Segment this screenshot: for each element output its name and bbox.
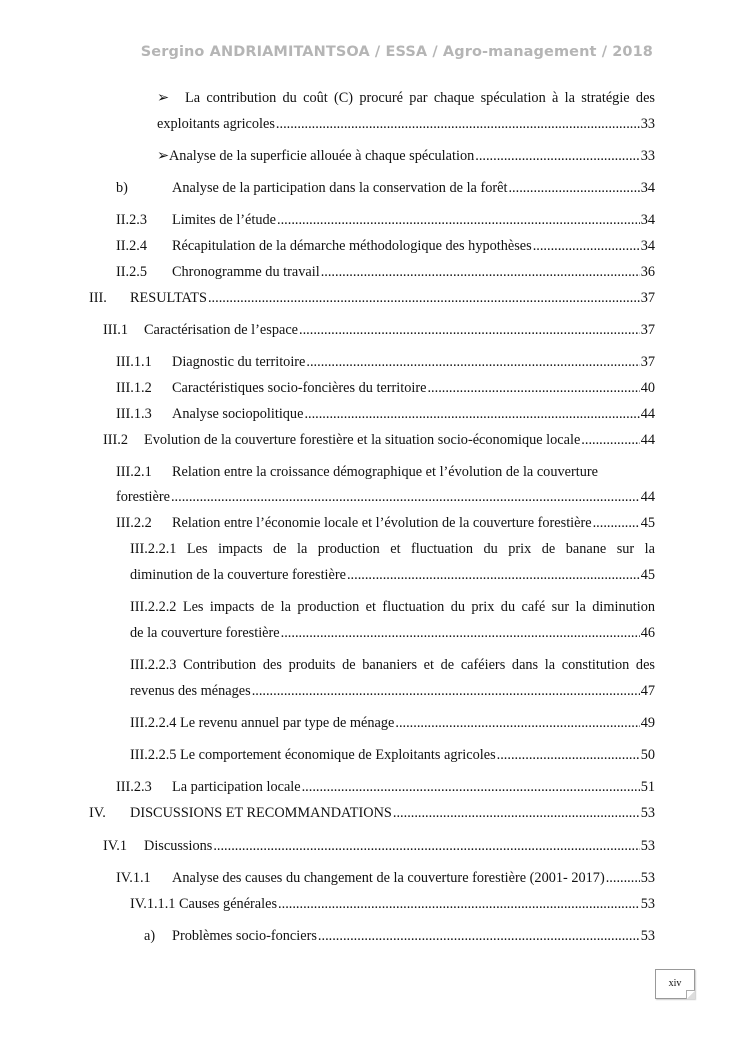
toc-entry-number: II.2.3: [116, 212, 147, 228]
toc-entry-text: Chronogramme du travail: [172, 264, 320, 280]
toc-entry-number: IV.1.1: [116, 870, 151, 886]
toc-entry[interactable]: [116, 211, 655, 229]
toc-entry-number: III.2.1: [116, 464, 152, 480]
toc-entry-text: exploitants agricoles: [157, 116, 275, 132]
dot-leader: [475, 147, 639, 165]
toc-entry-line: [116, 463, 655, 481]
toc-entry-text: IV.1.1.1 Causes générales: [130, 896, 278, 912]
toc-entry-text: Diagnostic du territoire: [172, 354, 306, 370]
toc-page-number: 33: [640, 116, 655, 132]
dot-leader: [581, 431, 639, 449]
running-header: Sergino ANDRIAMITANTSOA / ESSA / Agro-management / 2018: [140, 44, 653, 60]
dot-leader: [276, 115, 640, 133]
toc-entry-text: Evolution de la couverture forestière et la situation socio-économique locale: [144, 432, 581, 448]
dot-leader: [321, 263, 640, 281]
dot-leader: [593, 514, 640, 532]
dot-leader: [208, 289, 640, 307]
toc-page-number: 34: [640, 238, 655, 254]
toc-entry-number: IV.: [89, 805, 106, 821]
toc-entry[interactable]: [116, 514, 655, 532]
toc-entry[interactable]: [103, 837, 655, 855]
toc-entry-text: La participation locale: [172, 779, 301, 795]
toc-entry[interactable]: [89, 804, 655, 822]
toc-entry[interactable]: [116, 237, 655, 255]
dot-leader: [278, 895, 640, 913]
toc-entry-number: II.2.5: [116, 264, 147, 280]
toc-entry-text: Relation entre la croissance démographique et l’évolution de la couverture: [172, 464, 598, 480]
toc-entry-text: DISCUSSIONS ET RECOMMANDATIONS: [130, 805, 392, 821]
dot-leader: [277, 211, 640, 229]
toc-page-number: 36: [640, 264, 655, 280]
toc-entry[interactable]: [130, 895, 655, 913]
dot-leader: [347, 566, 640, 584]
toc-page-number: 40: [640, 380, 655, 396]
toc-page-number: 53: [640, 870, 655, 886]
toc-entry-number: III.1.3: [116, 406, 152, 422]
toc-page-number: 44: [640, 406, 655, 422]
toc-entry[interactable]: [103, 431, 655, 449]
toc-page-number: 37: [640, 290, 655, 306]
toc-page-number: 34: [640, 212, 655, 228]
toc-entry[interactable]: [116, 353, 655, 371]
toc-page-number: 53: [640, 838, 655, 854]
page-number: xiv: [668, 978, 682, 989]
dot-leader: [306, 353, 639, 371]
toc-page-number: 34: [640, 180, 655, 196]
toc-entry-text: Caractéristiques socio-foncières du territoire: [172, 380, 427, 396]
toc-entry-number: IV.1: [103, 838, 127, 854]
toc-page-number: 44: [640, 489, 655, 505]
toc-entry-number: III.1.1: [116, 354, 152, 370]
toc-entry-text: de la couverture forestière: [130, 625, 280, 641]
toc-entry-number: a): [144, 928, 156, 944]
toc-entry[interactable]: [116, 488, 655, 506]
toc-entry[interactable]: [116, 379, 655, 397]
toc-entry[interactable]: [130, 566, 655, 584]
toc-entry-line: III.2.2.2 Les impacts de la production et fluctuation du prix du café sur la diminution: [130, 599, 655, 615]
dot-leader: [427, 379, 639, 397]
toc-entry-number: II.2.4: [116, 238, 147, 254]
toc-entry[interactable]: [130, 624, 655, 642]
dot-leader: [318, 927, 640, 945]
toc-entry-text: La contribution du coût (C) procuré par chaque spéculation à la stratégie des: [185, 90, 655, 106]
toc-page-number: 53: [640, 805, 655, 821]
toc-entry-number: III.2.3: [116, 779, 152, 795]
toc-entry-text: Limites de l’étude: [172, 212, 277, 228]
toc-entry[interactable]: [116, 405, 655, 423]
dot-leader: [252, 682, 640, 700]
toc-entry-text: Analyse sociopolitique: [172, 406, 304, 422]
toc-entry-text: Analyse de la participation dans la conservation de la forêt: [172, 180, 508, 196]
toc-entry-text: III.2.2.5 Le comportement économique de Exploitants agricoles: [130, 747, 496, 763]
toc-entry-text: Analyse de la superficie allouée à chaque spéculation: [168, 148, 475, 164]
toc-page-number: 53: [640, 928, 655, 944]
page-number-box: [655, 969, 695, 999]
toc-entry-number: III.1: [103, 322, 129, 338]
toc-entry-text: Problèmes socio-fonciers: [172, 928, 317, 944]
toc-entry-line: III.2.2.3 Contribution des produits de bananiers et de caféiers dans la constitution des: [130, 657, 655, 673]
toc-page-number: 37: [640, 322, 655, 338]
toc-page-number: 49: [640, 715, 655, 731]
toc-page-number: 33: [640, 148, 655, 164]
toc-entry-text: Récapitulation de la démarche méthodologique des hypothèses: [172, 238, 532, 254]
toc-entry[interactable]: [157, 115, 655, 133]
dot-leader: [171, 488, 640, 506]
toc-entry-text: RESULTATS: [130, 290, 207, 306]
dot-leader: [281, 624, 640, 642]
dot-leader: [606, 869, 640, 887]
toc-page-number: 37: [640, 354, 655, 370]
toc-page-number: 45: [640, 567, 655, 583]
toc-entry[interactable]: [103, 321, 655, 339]
dot-leader: [508, 179, 639, 197]
toc-entry-text: diminution de la couverture forestière: [130, 567, 346, 583]
toc-entry-line: III.2.2.1 Les impacts de la production et fluctuation du prix de banane sur la: [130, 541, 655, 557]
toc-page-number: 45: [640, 515, 655, 531]
toc-entry-text: Relation entre l’économie locale et l’évolution de la couverture forestière: [172, 515, 592, 531]
toc-page-number: 47: [640, 683, 655, 699]
toc-entry[interactable]: [116, 263, 655, 281]
toc-entry[interactable]: [130, 746, 655, 764]
dot-leader: [213, 837, 639, 855]
toc-entry[interactable]: [116, 179, 655, 197]
dot-leader: [533, 237, 640, 255]
toc-page-number: 53: [640, 896, 655, 912]
toc-entry-text: III.2.2.4 Le revenu annuel par type de ménage: [130, 715, 395, 731]
toc-entry[interactable]: [116, 869, 655, 887]
toc-entry-text: forestière: [116, 489, 170, 505]
toc-page-number: 51: [640, 779, 655, 795]
toc-entry[interactable]: [144, 927, 655, 945]
dot-leader: [299, 321, 640, 339]
toc-entry-line: [157, 89, 655, 107]
toc-entry-number: III.1.2: [116, 380, 152, 396]
toc-entry-number: III.: [89, 290, 107, 306]
toc-entry-text: Discussions: [144, 838, 213, 854]
toc-page-number: 50: [640, 747, 655, 763]
toc-page-number: 44: [640, 432, 655, 448]
dot-leader: [304, 405, 639, 423]
toc-entry-number: III.2: [103, 432, 129, 448]
toc-entry[interactable]: [89, 289, 655, 307]
arrow-bullet-icon: ➢: [157, 90, 169, 106]
dot-leader: [497, 746, 640, 764]
toc-entry[interactable]: [130, 682, 655, 700]
toc-entry-text: Analyse des causes du changement de la couverture forestière (2001- 2017): [172, 870, 605, 886]
arrow-bullet-icon: ➢: [157, 148, 169, 164]
toc-entry[interactable]: [157, 147, 655, 165]
toc-entry[interactable]: [116, 778, 655, 796]
toc-entry-text: revenus des ménages: [130, 683, 251, 699]
toc-entry[interactable]: [130, 714, 655, 732]
dot-leader: [395, 714, 639, 732]
dot-leader: [393, 804, 640, 822]
dot-leader: [302, 778, 640, 796]
toc-page-number: 46: [640, 625, 655, 641]
toc-entry-number: b): [116, 180, 128, 196]
toc-entry-text: Caractérisation de l’espace: [144, 322, 299, 338]
toc-entry-number: III.2.2: [116, 515, 152, 531]
